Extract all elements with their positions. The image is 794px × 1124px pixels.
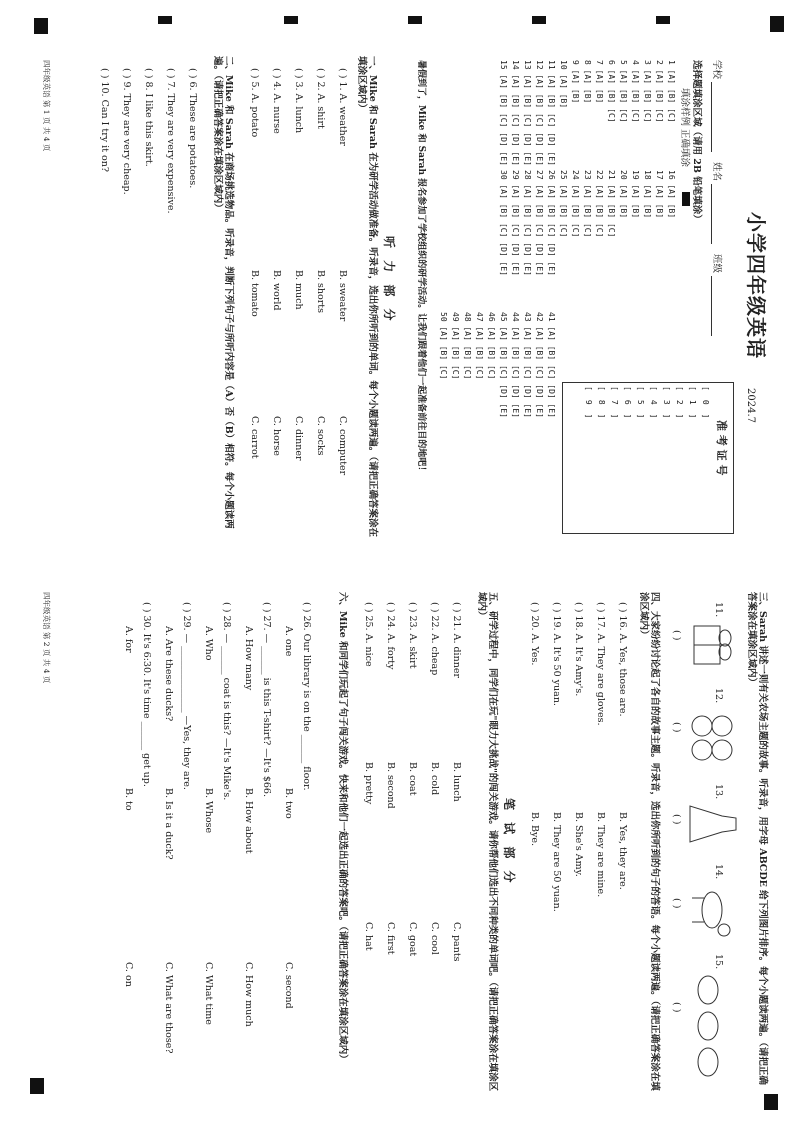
- option-b: B. pretty: [363, 762, 374, 805]
- omr-row[interactable]: 1 [A] [B] [C]: [667, 60, 676, 123]
- name-label: 姓名: [711, 162, 722, 182]
- class-field[interactable]: [711, 276, 722, 336]
- question-stem[interactable]: ( ) 16. A. Yes, those are.: [617, 602, 628, 717]
- question-stem[interactable]: ( ) 2. A. shirt: [315, 68, 326, 129]
- omr-row[interactable]: 50 [A] [B] [C]: [439, 312, 448, 380]
- option-b: B. tomato: [249, 270, 260, 317]
- school-field[interactable]: [711, 82, 722, 152]
- omr-row[interactable]: 5 [A] [B] [C]: [619, 60, 628, 123]
- omr-row[interactable]: 10 [A] [B]: [559, 60, 568, 109]
- question-stem[interactable]: ( ) 6. These are potatoes.: [187, 68, 198, 189]
- option-b: B. Yes, they are.: [617, 812, 628, 890]
- id-digit-row[interactable]: [7]: [610, 386, 619, 428]
- omr-row[interactable]: 47 [A] [B] [C]: [475, 312, 484, 380]
- question-stem[interactable]: ( ) 8. I like this skirt.: [143, 68, 154, 167]
- omr-sample: 填涂样例 正确填涂: [679, 88, 690, 168]
- section-five-instruction: 五、研学过程中，同学们在玩"眼力大挑战"的闯关游戏。请你帮他们选出不同种类的单词吧。（请把正确答案涂在填涂区域内）: [475, 592, 498, 1092]
- omr-row[interactable]: 30 [A] [B] [C] [D] [E]: [499, 170, 508, 276]
- option-b: B. two: [283, 788, 294, 819]
- id-digit-row[interactable]: [2]: [675, 386, 684, 428]
- writing-heading: 笔 试 部 分: [502, 798, 516, 887]
- intro-text: 暑假到了，Mike 和 Sarah 报名参加了学校组织的研学活动。让我们跟着他们一起准备前往目的地吧！: [416, 60, 426, 476]
- omr-row[interactable]: 17 [A] [B]: [655, 170, 664, 219]
- id-digit-row[interactable]: [5]: [636, 386, 645, 428]
- name-field[interactable]: [711, 184, 722, 244]
- question-stem[interactable]: ( ) 20. A. Yes.: [529, 602, 540, 666]
- page-footer: 四年级英语 第 1 页 共 4 页: [42, 60, 51, 152]
- question-stem[interactable]: ( ) 25. A. nice: [363, 602, 374, 667]
- omr-row[interactable]: 19 [A] [B]: [631, 170, 640, 219]
- option-b: B. much: [293, 270, 304, 310]
- id-digit-row[interactable]: [3]: [662, 386, 671, 428]
- dress-icon: [688, 802, 738, 846]
- omr-row[interactable]: 23 [A] [B] [C]: [583, 170, 592, 238]
- omr-row[interactable]: 16 [A] [B]: [667, 170, 676, 219]
- omr-row[interactable]: 8 [A] [B]: [583, 60, 592, 104]
- omr-row[interactable]: 44 [A] [B] [C] [D] [E]: [511, 312, 520, 418]
- question-stem[interactable]: ( ) 4. A. nurse: [271, 68, 282, 134]
- question-stem[interactable]: ( ) 18. A. It's Amy's.: [573, 602, 584, 697]
- class-label: 班级: [711, 254, 722, 274]
- omr-row[interactable]: 3 [A] [B] [C]: [643, 60, 652, 123]
- question-stem[interactable]: ( ) 24. A. forty: [385, 602, 396, 670]
- section-one-instruction: 一、Mike 和 Sarah 在为研学活动做准备。听录音，选出你所听到的单词。每个小题读两遍。（请把正确答案涂在填涂区域内）: [355, 56, 378, 538]
- omr-row[interactable]: 4 [A] [B] [C]: [631, 60, 640, 123]
- school-label: 学校: [711, 60, 722, 80]
- omr-row[interactable]: 28 [A] [B] [C] [D] [E]: [523, 170, 532, 276]
- option-c: C. cool: [429, 922, 440, 955]
- option-c: C. How much: [243, 962, 254, 1027]
- question-stem[interactable]: ( ) 26. Our library is on the ______ floor.: [301, 602, 312, 791]
- omr-row[interactable]: 14 [A] [B] [C] [D] [E]: [511, 60, 520, 166]
- option-c: C. second: [283, 962, 294, 1009]
- section-three-instruction: 三、Sarah 讲述一则有关农场主题的故事。听录音，用字母 ABCDE 给下列图片排序。每个小题读两遍。（请把正确答案涂在填涂区域内）: [745, 592, 768, 1085]
- omr-row[interactable]: 43 [A] [B] [C] [D] [E]: [523, 312, 532, 418]
- omr-row[interactable]: 7 [A] [B]: [595, 60, 604, 104]
- omr-row[interactable]: 2 [A] [B] [C]: [655, 60, 664, 123]
- gift-icon: [690, 618, 734, 672]
- filled-sample-icon: [682, 192, 690, 206]
- omr-row[interactable]: 24 [A] [B] [C]: [571, 170, 580, 238]
- option-b: B. shorts: [315, 270, 326, 313]
- option-b: B. Is it a duck?: [163, 788, 174, 860]
- question-stem[interactable]: ( ) 27. — ______ is this T-shirt? —It's $66.: [261, 602, 272, 797]
- option-c: C. What time: [203, 962, 214, 1025]
- option-b: B. world: [271, 270, 282, 311]
- exam-date: 2024.7: [745, 388, 756, 423]
- goat-icon: [690, 880, 736, 940]
- option-b: B. How about: [243, 788, 254, 854]
- omr-row[interactable]: 42 [A] [B] [C] [D] [E]: [535, 312, 544, 418]
- omr-row[interactable]: 25 [A] [B] [C]: [559, 170, 568, 238]
- option-c: C. What are those?: [163, 962, 174, 1054]
- id-digit-row[interactable]: [0]: [701, 386, 710, 428]
- omr-row[interactable]: 27 [A] [B] [C] [D] [E]: [535, 170, 544, 276]
- question-stem[interactable]: ( ) 21. A. dinner: [451, 602, 462, 678]
- question-stem[interactable]: ( ) 22. A. cheap: [429, 602, 440, 676]
- option-b: B. to: [123, 788, 134, 811]
- id-digit-row[interactable]: [4]: [649, 386, 658, 428]
- omr-row[interactable]: 49 [A] [B] [C]: [451, 312, 460, 380]
- option-b: B. They are mine.: [595, 812, 606, 898]
- question-stem[interactable]: ( ) 23. A. skirt: [407, 602, 418, 669]
- omr-row[interactable]: 45 [A] [B] [C] [D] [E]: [499, 312, 508, 418]
- section-two-instruction: 二、Mike 和 Sarah 在商场挑选物品。听录音，判断下列句子与所听内容是（A）否（B）相符。每个小题读两遍。（请把正确答案涂在填涂区域内）: [211, 56, 234, 529]
- id-digit-row[interactable]: [1]: [688, 386, 697, 428]
- student-id-label: 准 考 证 号: [715, 420, 728, 476]
- picture-number: 11.: [713, 602, 724, 618]
- option-a: A. How many: [243, 626, 254, 691]
- question-stem[interactable]: ( ) 29. — ______________ —Yes, they are.: [181, 602, 192, 790]
- omr-row[interactable]: 41 [A] [B] [C] [D] [E]: [547, 312, 556, 418]
- option-b: B. coat: [407, 762, 418, 796]
- omr-row[interactable]: 6 [A] [B] [C]: [607, 60, 616, 123]
- question-stem[interactable]: ( ) 28. — ______ coat is this? —It's Mike's.: [221, 602, 232, 801]
- question-stem[interactable]: ( ) 19. A. It's 50 yuan.: [551, 602, 562, 706]
- option-c: C. horse: [271, 416, 282, 456]
- page-footer: 四年级英语 第 2 页 共 4 页: [42, 592, 51, 684]
- option-c: C. computer: [337, 416, 348, 476]
- option-b: B. sweater: [337, 270, 348, 322]
- question-stem[interactable]: ( ) 17. A. They are gloves.: [595, 602, 606, 726]
- section-six-instruction: 六、Mike 和同学们玩起了句子闯关游戏。快来和他们一起选出正确的答案吧。（请把正确答案涂在填涂区域内）: [337, 592, 348, 1064]
- id-digit-row[interactable]: [9]: [584, 386, 593, 428]
- id-digit-row[interactable]: [6]: [623, 386, 632, 428]
- question-stem[interactable]: ( ) 5. A. potato: [249, 68, 260, 138]
- omr-row[interactable]: 46 [A] [B] [C]: [487, 312, 496, 380]
- option-c: C. carrot: [249, 416, 260, 459]
- option-c: C. goat: [407, 922, 418, 957]
- listening-heading: 听 力 部 分: [382, 236, 396, 325]
- id-digit-row[interactable]: [8]: [597, 386, 606, 428]
- omr-row[interactable]: 21 [A] [B] [C]: [607, 170, 616, 238]
- omr-row[interactable]: 12 [A] [B] [C] [D] [E]: [535, 60, 544, 166]
- answer-blank[interactable]: ( ): [671, 722, 682, 733]
- option-a: A. Who: [203, 626, 214, 661]
- omr-row[interactable]: 29 [A] [B] [C] [D] [E]: [511, 170, 520, 276]
- option-b: B. lunch: [451, 762, 462, 802]
- option-c: C. hat: [363, 922, 374, 951]
- exam-title: 小学四年级英语: [744, 212, 768, 359]
- picture-number: 12.: [713, 688, 724, 704]
- omr-instruction: 选择题填涂区域（请用 2B 铅笔填涂）: [691, 60, 702, 224]
- omr-row[interactable]: 15 [A] [B] [C] [D] [E]: [499, 60, 508, 166]
- question-stem[interactable]: ( ) 30. It's 6:30. It's time ______ get up.: [141, 602, 152, 787]
- question-stem[interactable]: ( ) 1. A. weather: [337, 68, 348, 146]
- question-stem[interactable]: ( ) 9. They are very cheap.: [121, 68, 132, 195]
- answer-blank[interactable]: ( ): [671, 814, 682, 825]
- option-b: B. Bye.: [529, 812, 540, 847]
- omr-row[interactable]: 22 [A] [B] [C]: [595, 170, 604, 238]
- answer-blank[interactable]: ( ): [671, 1002, 682, 1013]
- answer-blank[interactable]: ( ): [671, 898, 682, 909]
- omr-row[interactable]: 13 [A] [B] [C] [D] [E]: [523, 60, 532, 166]
- option-c: C. pants: [451, 922, 462, 962]
- omr-row[interactable]: 48 [A] [B] [C]: [463, 312, 472, 380]
- cat-faces-icon: [690, 708, 736, 768]
- picture-number: 14.: [713, 864, 724, 880]
- answer-blank[interactable]: ( ): [671, 630, 682, 641]
- option-a: A. one: [283, 626, 294, 657]
- option-b: B. cold: [429, 762, 440, 796]
- option-b: B. Whose: [203, 788, 214, 834]
- question-stem[interactable]: ( ) 3. A. lunch: [293, 68, 304, 134]
- omr-row[interactable]: 18 [A] [B]: [643, 170, 652, 219]
- picture-number: 15.: [713, 954, 724, 970]
- page-two: [0, 562, 794, 1124]
- omr-row[interactable]: 11 [A] [B] [C] [D] [E]: [547, 60, 556, 166]
- chickens-icon: [688, 972, 738, 1082]
- section-four-instruction: 四、大家纷纷讨论起了各自的故事主题。听录音，选出你所听到的句子的答语。每个小题读两遍。（请把正确答案涂在填涂区域内）: [637, 592, 660, 1091]
- option-c: C. on: [123, 962, 134, 987]
- question-stem[interactable]: ( ) 7. They are very expensive.: [165, 68, 176, 214]
- option-c: C. dinner: [293, 416, 304, 461]
- picture-number: 13.: [713, 784, 724, 800]
- option-c: C. first: [385, 922, 396, 955]
- omr-row[interactable]: 9 [A] [B]: [571, 60, 580, 104]
- option-c: C. socks: [315, 416, 326, 456]
- omr-row[interactable]: 26 [A] [B] [C] [D] [E]: [547, 170, 556, 276]
- option-b: B. second: [385, 762, 396, 809]
- option-b: B. They are 50 yuan.: [551, 812, 562, 912]
- option-a: A. for: [123, 626, 134, 653]
- question-stem[interactable]: ( ) 10. Can I try it on?: [99, 68, 110, 172]
- option-b: B. She's Amy.: [573, 812, 584, 877]
- omr-row[interactable]: 20 [A] [B]: [619, 170, 628, 219]
- option-a: A. Are these ducks?: [163, 626, 174, 722]
